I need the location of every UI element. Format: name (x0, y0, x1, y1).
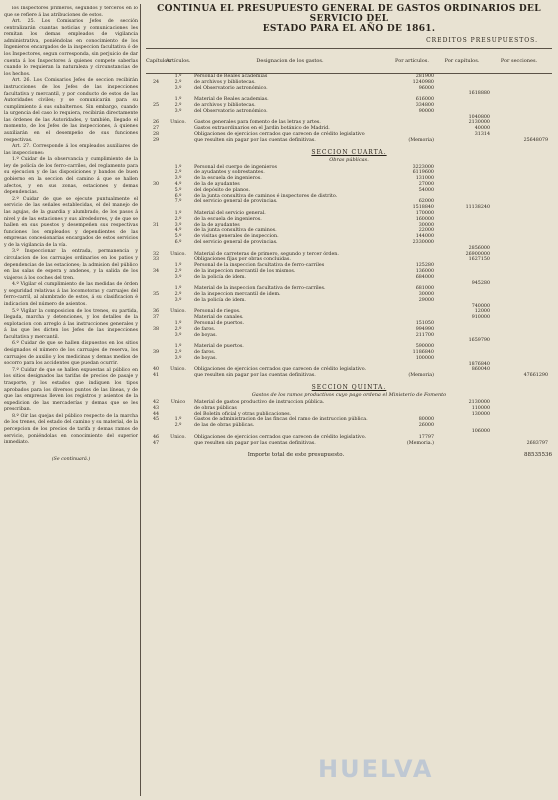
row-por-articulos: 80000 (418, 417, 434, 423)
row-por-articulos: 281900 (415, 74, 434, 79)
row-articulo: 2.º (174, 79, 182, 85)
header-articulos: Artículos. (166, 58, 191, 64)
left-paragraph: Art. 26. Los Comisarios Jefes de seccion recibirán instrucciones de los Jefes de las inspecciones facultativa y mercantil, y por conducto de estos de las Autoridades civiles; y se comunicarán para su cumplimiento á sus subalternos. Sin embargo, cuando la urgencia del caso lo requiera, recibirán directamente las órdenes de las Autoridades, y también, llegado el momento, de los Jefes de las inspecciones, á quienes auxiliarán en el desempeño de sus funciones respectivas. (4, 78, 138, 143)
row-por-secciones: 2683797 (526, 440, 548, 446)
row-designacion: del Observatorio astronómico. (194, 85, 268, 91)
title-line-2: ESTADO PARA EL AÑO DE 1861. (262, 24, 436, 34)
row-articulo: 1.º (174, 417, 182, 423)
section-five-title: SECCION QUINTA. (311, 384, 387, 392)
row-por-articulos: (Memoria) (408, 137, 434, 143)
row-articulo: 3.º (174, 332, 182, 338)
section-four-subtitle: Obras públicas. (329, 156, 369, 163)
left-paragraph: 8.º Oir las quejas del público respecto de la marcha de los trenes, del estado del camino y su material, de la percepcion de los precios de tarifa y demas ramos de servicio, poniéndolas en conocimiento del superior inmediato. (4, 413, 138, 446)
row-por-articulos: (Memoria) (408, 373, 434, 379)
table-row (146, 441, 552, 447)
row-designacion: Gastos de administracion de las fincas del ramo de instruccion pública. (194, 417, 368, 423)
row-por-articulos: 3223000 (412, 164, 434, 170)
row-por-capitulos: 26900000 (465, 251, 490, 257)
header-por-secciones: Por secciones. (500, 58, 538, 64)
row-designacion: Gastos extraordinarios en el Jardin botánico de Madrid. (194, 126, 330, 132)
row-articulo: 2.º (174, 170, 182, 176)
row-por-capitulos: 945280 (471, 280, 490, 286)
total-label: Importe total de este presupuesto. (247, 452, 345, 459)
row-por-articulos: 29000 (418, 297, 434, 303)
row-capitulo: 37 (152, 315, 160, 321)
row-por-articulos: 994990 (415, 326, 434, 332)
row-articulo: 1.º (174, 263, 182, 269)
row-articulo: 1.º (174, 97, 182, 103)
row-capitulo: 28 (152, 131, 160, 137)
row-designacion: Material de gastos productivo de instruccion pública. (194, 400, 325, 406)
header-designacion: Designacion de los gastos. (256, 58, 324, 64)
title-line-1: CONTINUA EL PRESUPUESTO GENERAL DE GASTOS ORDINARIOS DEL SERVICIO DEL (157, 4, 541, 24)
row-capitulo: 32 (152, 251, 160, 257)
row-capitulo: 33 (152, 257, 160, 263)
row-articulo: Unico. (170, 367, 186, 373)
row-articulo: 3.º (174, 222, 182, 228)
row-articulo: 2.º (174, 102, 182, 108)
row-por-capitulos: 2130000 (468, 120, 490, 126)
row-capitulo: 40 (152, 367, 160, 373)
row-por-articulos: 17797 (418, 434, 434, 440)
row-por-articulos: 30000 (418, 222, 434, 228)
row-articulo: 2.º (174, 326, 182, 332)
left-paragraph: 5.º Vigilar la composicion de los trenes, su partida, llegada, marcha y detenciones, y los detalles de la explotacion con arreglo á las instrucciones generales y á las que les dicten los Jefes de las inspecciones facultativa y mercantil. (4, 308, 138, 340)
header-por-articulos: Por artículos. (395, 58, 429, 64)
row-designacion: Personal de puertos. (194, 321, 245, 327)
row-designacion: Material de canales. (194, 315, 244, 321)
table-row (146, 373, 552, 379)
row-por-articulos: 151050 (415, 321, 434, 327)
left-text-column (4, 6, 138, 794)
left-paragraph: 7.º Cuidar de que se hallen expuestas al público en los sitios designados las tarifas de precios de pasaje y trasporte, y los estados que indiquen los tipos aprobados para los diversos puntos de las líneas, y de que las empresas lleven los registros y asientos de la expedicion de las mercaderías y demas que se les prescriban. (4, 367, 138, 413)
row-articulo: 2.º (174, 350, 182, 356)
row-designacion: de boyas. (194, 332, 217, 338)
row-capitulo: 46 (152, 434, 160, 440)
row-designacion: Obligaciones de ejercicios cerrados que carecen de crédito legislativo. (194, 367, 367, 373)
left-paragraph: 3.º Inspeccionar la entrada, permanencia y circulacion de los carruajes ordinarios en los patios y dependencias de las estaciones; la admision del público en las salas de espera y andenes, y la salida de los viajeros á los coches del tren. (4, 249, 138, 281)
left-paragraph: Art. 27. Corresponde á los empleados auxiliares de las inspecciones: (4, 144, 138, 156)
row-articulo: 1.º (174, 210, 182, 216)
row-capitulo: 24 (152, 79, 160, 85)
row-por-capitulos: 130000 (471, 411, 490, 417)
row-designacion: del servicio general de provincias. (194, 239, 278, 245)
row-por-articulos: 616000 (415, 97, 434, 103)
left-paragraph: 2.º Cuidar de que se ejecute puntualmente el servicio de las señales establecidas, el del manejo de las agujas, de la guardia y alumbrado, de los pasos á nivel y de las estaciones y sus alrededores, y de que se hallen en sus puestos y desempeñen sus respectivas funciones los empleados y dependientes de las empresas concesionarias encargados de estos servicios y de la vigilancia de la vía. (4, 196, 138, 248)
row-por-articulos: 211700 (415, 332, 434, 338)
row-por-articulos: 54000 (418, 187, 434, 193)
row-designacion: Personal de la inspeccion facultativa de ferro-carriles (194, 263, 325, 269)
row-por-articulos: 96000 (418, 85, 434, 91)
row-capitulo: 39 (152, 350, 160, 356)
row-designacion: que resulten sin pagar por las cuentas definitivas. (194, 373, 316, 379)
row-por-secciones: 47661290 (523, 373, 548, 379)
table-row (146, 138, 552, 144)
row-articulo: 6.º (174, 239, 182, 245)
row-por-capitulos: 740000 (471, 303, 490, 309)
row-designacion: de la de ayudantes (194, 181, 240, 187)
row-capitulo: 29 (152, 137, 160, 143)
row-articulo: 3.º (174, 176, 182, 182)
row-articulo: 1.º (174, 344, 182, 350)
total-row (146, 452, 552, 458)
row-articulo: Unico. (170, 434, 186, 440)
row-capitulo: 47 (152, 440, 160, 446)
row-por-capitulos: 1618880 (468, 91, 490, 97)
row-designacion: del Boletín oficial y otras publicaciones. (194, 411, 292, 417)
row-por-articulos: 131000 (415, 176, 434, 182)
row-por-articulos: 1518840 (412, 205, 434, 211)
row-por-articulos: 1186840 (412, 350, 434, 356)
row-por-articulos: 62000 (418, 199, 434, 205)
row-articulo: 5.º (174, 234, 182, 240)
page-title (146, 4, 552, 34)
row-articulo: 7.º (174, 199, 182, 205)
row-articulo: 1.º (174, 286, 182, 292)
row-por-articulos: (Memoria.) (406, 440, 434, 446)
row-designacion: Personal de Reales academias (194, 74, 268, 79)
row-por-capitulos: 110000 (471, 405, 490, 411)
row-articulo: 4.º (174, 228, 182, 234)
row-por-articulos: 170000 (415, 210, 434, 216)
row-designacion: de la junta consultiva de caminos. (194, 228, 277, 234)
row-por-capitulos: 1876840 (468, 361, 490, 367)
row-articulo: Unico. (170, 120, 186, 126)
row-articulo: 2.º (174, 268, 182, 274)
row-articulo: 3.º (174, 85, 182, 91)
row-designacion: de faros. (194, 326, 216, 332)
total-value: 88535536 (524, 452, 552, 459)
row-designacion: de la policía de idem. (194, 274, 246, 280)
row-por-capitulos: 40000 (474, 126, 490, 132)
row-por-articulos: 590000 (415, 344, 434, 350)
row-designacion: Gastos generales para fomento de las letras y artes. (194, 120, 321, 126)
row-designacion: de archivos y bibliotecas. (194, 102, 256, 108)
row-por-capitulos: 31314 (474, 131, 490, 137)
row-por-capitulos: 860040 (471, 367, 490, 373)
row-por-articulos: 125280 (415, 263, 434, 269)
row-designacion: de la inspeccion mercantil de los mismos. (194, 268, 296, 274)
row-por-capitulos: 2130000 (468, 400, 490, 406)
row-por-capitulos: 2856000 (468, 245, 490, 251)
row-por-articulos: 22000 (418, 228, 434, 234)
row-designacion: Material de Reales academias. (194, 97, 269, 103)
row-articulo: 2.º (174, 216, 182, 222)
row-articulo: 1.º (174, 321, 182, 327)
row-articulo: 3.º (174, 297, 182, 303)
row-articulo: Unico. (170, 251, 186, 257)
row-capitulo: 36 (152, 309, 160, 315)
row-designacion: del servicio general de provincias. (194, 199, 278, 205)
row-capitulo: 42 (152, 400, 160, 406)
header-por-capitulos: Por capítulos. (444, 58, 480, 64)
row-designacion: de la escuela de ingenieros. (194, 216, 262, 222)
section-five-subtitle: Gastos de los ramos productivos cuyo pago ordena el Ministerio de Fomento (251, 392, 447, 399)
row-por-capitulos: 1627150 (468, 257, 490, 263)
row-capitulo: 41 (152, 373, 160, 379)
row-designacion: que resulten sin pagar por las cuentas definitivas. (194, 137, 316, 143)
row-por-capitulos: 1659790 (468, 338, 490, 344)
row-designacion: de las de obras públicas. (194, 423, 255, 429)
row-capitulo: 35 (152, 292, 160, 298)
row-articulo: 3.º (174, 274, 182, 280)
section-four-title: SECCION CUARTA. (311, 148, 387, 156)
row-designacion: Obligaciones de ejercicios cerrados que carecen de crédito legislativo. (194, 434, 367, 440)
row-designacion: de la junta consultiva de caminos é inspectores de distrito. (194, 193, 338, 199)
row-por-articulos: 30000 (418, 292, 434, 298)
row-por-articulos: 6119600 (412, 170, 434, 176)
rows-section-three (146, 74, 552, 144)
rows-section-four (146, 165, 552, 379)
row-designacion: de faros. (194, 350, 216, 356)
row-capitulo: 27 (152, 126, 160, 132)
row-capitulo: 44 (152, 411, 160, 417)
row-designacion: de obras públicas (194, 405, 237, 411)
row-capitulo: 25 (152, 102, 160, 108)
subtitle-creditos: CREDITOS PRESUPUESTOS. (426, 37, 538, 44)
row-por-articulos: 136000 (415, 268, 434, 274)
column-divider (140, 4, 141, 796)
row-capitulo: 30 (152, 181, 160, 187)
row-designacion: Material de puertos. (194, 344, 244, 350)
row-capitulo: 45 (152, 417, 160, 423)
row-capitulo: 43 (152, 405, 160, 411)
row-articulo: Unico. (170, 309, 186, 315)
row-articulo: 4.º (174, 181, 182, 187)
row-por-articulos: 681000 (415, 286, 434, 292)
row-por-articulos: 160000 (415, 216, 434, 222)
row-por-articulos: 334800 (415, 102, 434, 108)
row-articulo: 1.º (174, 164, 182, 170)
row-articulo: Unico (170, 400, 186, 406)
row-designacion: del Observatorio astronómico. (194, 108, 268, 114)
row-por-articulos: 144000 (415, 234, 434, 240)
row-por-articulos: 1240980 (412, 79, 434, 85)
row-por-capitulos: 910000 (471, 315, 490, 321)
left-paragraph: 1.º Cuidar de la observancia y cumplimiento de la ley de policía de los ferro-carriles, del reglamento para su ejecucion y de las disposiciones y bandos de buen gobierno en la seccion del camino á que se hallen afectos, y en sus zonas, estaciones y demas dependencias. (4, 157, 138, 196)
row-designacion: Obligaciones fijas por obras concluidas. (194, 257, 291, 263)
row-por-secciones: 25648079 (523, 137, 548, 143)
row-por-articulos: 2330000 (412, 239, 434, 245)
left-paragraph: 4.º Vigilar el cumplimiento de las medidas de órden y seguridad relativas á las locomotoras y carruajes del ferro-carril, al alumbrado de estos, á su clasificacion é indicacion del número de asientos. (4, 282, 138, 308)
budget-table-region (146, 4, 552, 458)
row-designacion: de la escuela de ingenieros. (194, 176, 262, 182)
row-articulo: 5.º (174, 187, 182, 193)
row-articulo: 1.º (174, 74, 182, 79)
row-designacion: de visitas generales de inspeccion. (194, 234, 279, 240)
header-capitulos: Capítulos. (146, 58, 172, 64)
row-articulo: 3.º (174, 108, 182, 114)
row-capitulo: 31 (152, 222, 160, 228)
row-articulo: 2.º (174, 423, 182, 429)
row-designacion: Personal de riegos. (194, 309, 241, 315)
row-por-articulos: 27000 (418, 181, 434, 187)
continued-note: (Se continuará.) (51, 456, 91, 462)
row-por-articulos: 90000 (418, 108, 434, 114)
column-headers (146, 48, 552, 74)
row-por-articulos: 26000 (418, 423, 434, 429)
row-por-capitulos: 12000 (474, 309, 490, 315)
row-articulo: 3.º (174, 355, 182, 361)
rows-section-five (146, 400, 552, 446)
row-designacion: de ayudantes y sobrestantes. (194, 170, 265, 176)
row-designacion: de la policía de idem. (194, 297, 246, 303)
row-designacion: que resulten sin pagar por las cuentas definitivas. (194, 440, 316, 446)
row-designacion: Material de carreteras de primero, segundo y tercer órden. (194, 251, 339, 257)
row-designacion: de archivos y bibliotecas. (194, 79, 256, 85)
row-por-articulos: 684000 (415, 274, 434, 280)
row-capitulo: 38 (152, 326, 160, 332)
row-capitulo: 26 (152, 120, 160, 126)
row-por-capitulos: 11138240 (465, 205, 490, 211)
row-designacion: de la inspeccion mercantil de idem. (194, 292, 281, 298)
row-designacion: Material del servicio general. (194, 210, 266, 216)
row-designacion: de boyas. (194, 355, 217, 361)
row-por-articulos: 100000 (415, 355, 434, 361)
row-articulo: 2.º (174, 292, 182, 298)
row-designacion: Material de la inspeccion facultativa de ferro-carriles. (194, 286, 326, 292)
row-por-capitulos: 1040800 (468, 114, 490, 120)
row-designacion: de la de ayudantes (194, 222, 240, 228)
left-paragraph: Art. 25. Los Comisarios Jefes de sección centralizarán cuantas noticias y comunicaciones les remitan los demas empleados de vigilancia administrativa, poniéndolas en conocimiento de los Ingenieros encargados de la inspeccion facultativa ó de los Inspectores, segun corresponda, sin perjuicio de dar cuenta á los Inspectores á quienes compete saberlas cuando lo requieran la naturaleza y circunstancias de los hechos. (4, 19, 138, 77)
row-capitulo: 34 (152, 268, 160, 274)
row-designacion: del depósito de planos. (194, 187, 251, 193)
left-paragraph: los Inspectores primeros, segundos y terceros en lo que se refiere á las atribuciones de estos. (4, 6, 138, 18)
row-designacion: Obligaciones de ejercicios cerrados que carecen de crédito legislativo (194, 131, 365, 137)
row-por-capitulos: 106000 (471, 429, 490, 435)
left-paragraph: 6.º Cuidar de que se hallen dispuestos en los sitios designados el número de los carruajes de reserva, los carruajes de auxilio y los medicinas y demas medios de socorro para los accidentes que puedan ocurrir. (4, 341, 138, 367)
row-designacion: Personal del cuerpo de ingenieros (194, 164, 277, 170)
watermark: HUELVA (318, 755, 434, 783)
row-articulo: 6.º (174, 193, 182, 199)
